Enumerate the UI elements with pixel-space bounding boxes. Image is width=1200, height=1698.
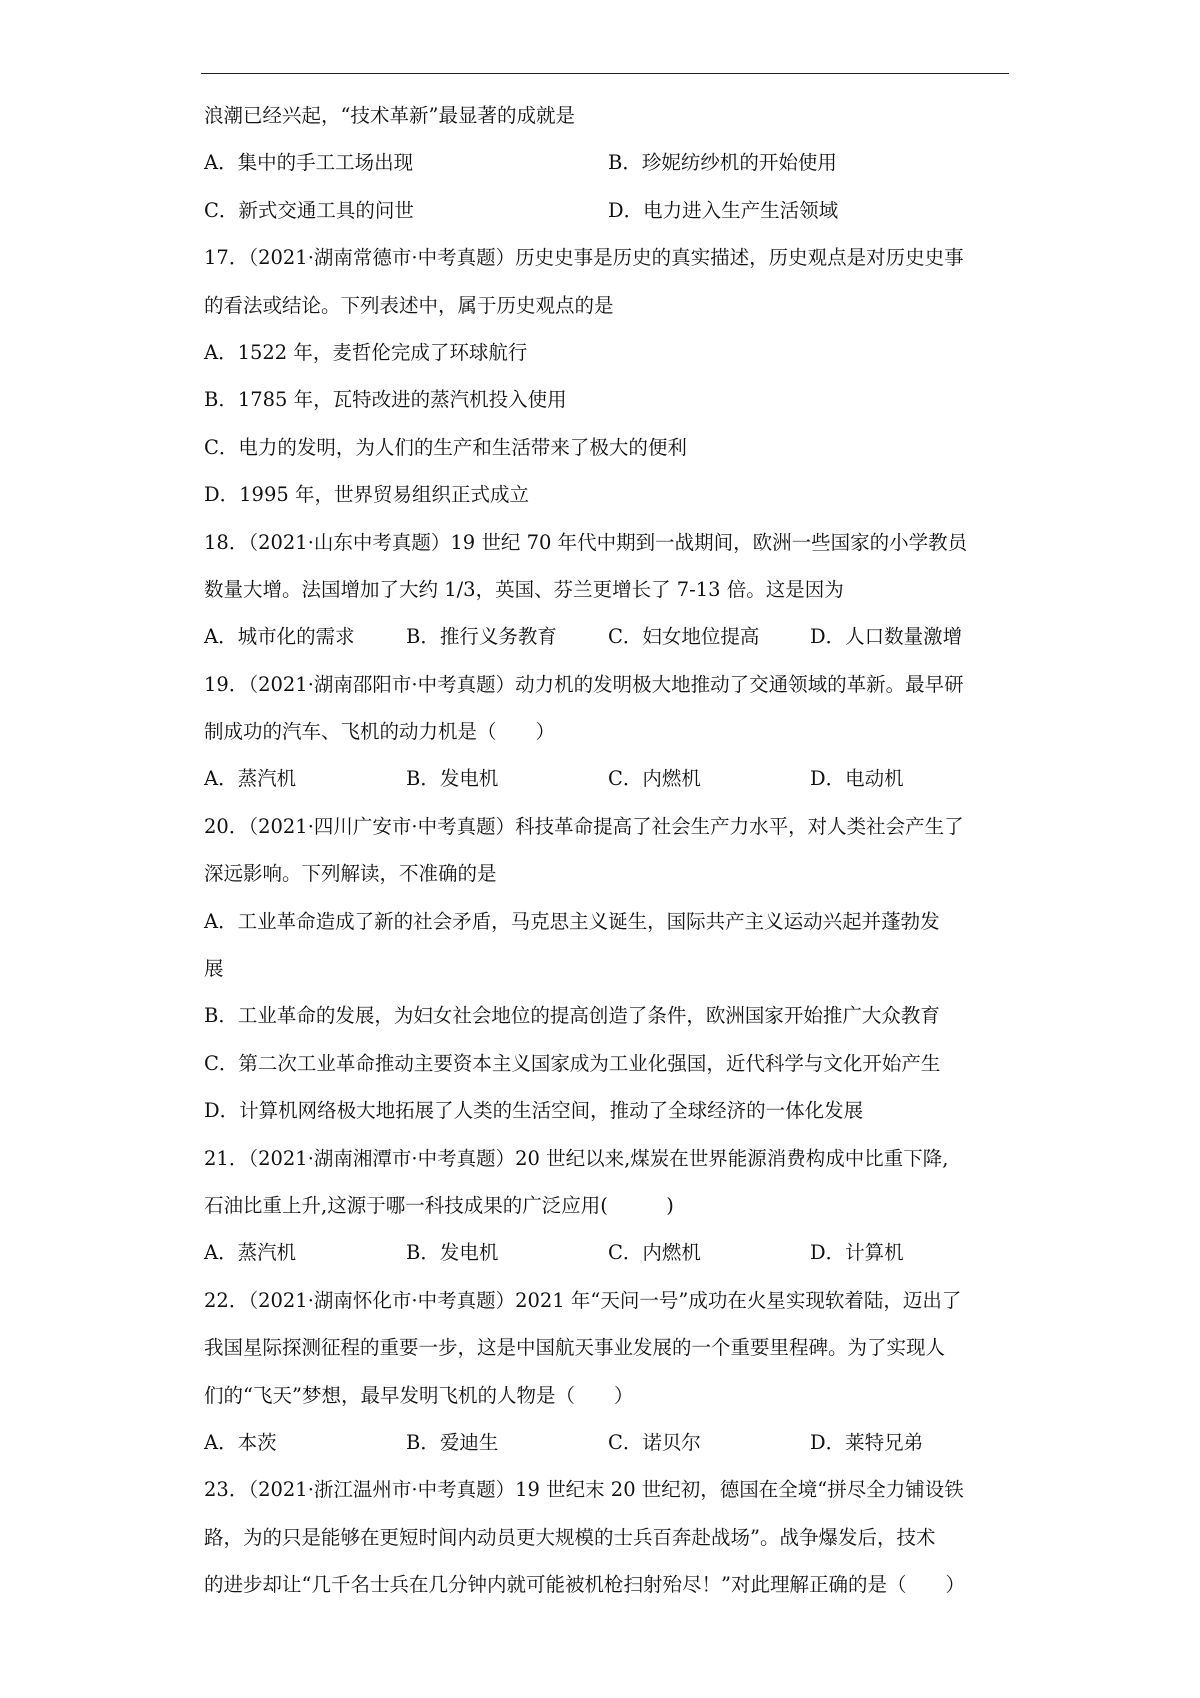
q17-option-a: A．1522 年，麦哲伦完成了环球航行 [204,340,528,364]
q22-option-a: A．本茨 [204,1430,277,1454]
q20-option-a: A．工业革命造成了新的社会矛盾，马克思主义诞生，国际共产主义运动兴起并蓬勃发 [204,909,940,933]
header-rule [201,73,1009,74]
q18-stem-line-2: 数量大增。法国增加了大约 1/3，英国、芬兰更增长了 7-13 倍。这是因为 [204,577,844,601]
q16-option-c: C．新式交通工具的问世 [204,198,414,222]
q17-stem-line-2: 的看法或结论。下列表述中，属于历史观点的是 [204,293,614,317]
q18-option-a: A．城市化的需求 [204,625,355,649]
q16-options-row-2 [204,187,1012,234]
q20-stem-line-1: 20．（2021·四川广安市·中考真题）科技革命提高了社会生产力水平，对人类社会产生了 [204,814,964,838]
q21-option-b: B．发电机 [406,1241,499,1265]
q16-option-a: A．集中的手工工场出现 [204,151,414,175]
q18-option-c: C．妇女地位提高 [608,625,760,649]
q20-option-a-cont: 展 [204,957,224,981]
q20-option-d: D．计算机网络极大地拓展了人类的生活空间，推动了全球经济的一体化发展 [204,1099,864,1123]
q18-option-d: D．人口数量激增 [810,625,963,649]
q22-stem-line-1: 22．（2021·湖南怀化市·中考真题）2021 年“天问一号”成功在火星实现软着陆，迈出了 [204,1288,962,1312]
q23-stem-line-2: 路，为的只是能够在更短时间内动员更大规模的士兵百奔赴战场”。战争爆发后，技术 [204,1525,936,1549]
q22-stem-line-2: 我国星际探测征程的重要一步，这是中国航天事业发展的一个重要里程碑。为了实现人 [204,1336,946,1360]
q17-option-c: C．电力的发明，为人们的生产和生活带来了极大的便利 [204,435,687,459]
q17-option-d: D．1995 年，世界贸易组织正式成立 [204,483,529,507]
q19-stem-line-1: 19．（2021·湖南邵阳市·中考真题）动力机的发明极大地推动了交通领域的革新。最早研 [204,672,964,696]
q20-stem-line-2: 深远影响。下列解读，不准确的是 [204,862,497,886]
q19-option-a: A．蒸汽机 [204,767,297,791]
q16-option-b: B．珍妮纺纱机的开始使用 [608,151,837,175]
q19-option-b: B．发电机 [406,767,499,791]
q20-option-b: B．工业革命的发展，为妇女社会地位的提高创造了条件，欧洲国家开始推广大众教育 [204,1004,940,1028]
q21-option-a: A．蒸汽机 [204,1241,297,1265]
question-sheet [204,92,1012,1609]
q21-option-d: D．计算机 [810,1241,904,1265]
q19-option-d: D．电动机 [810,767,904,791]
q19-stem-line-2: 制成功的汽车、飞机的动力机是（ ） [204,720,556,744]
q22-option-c: C．诺贝尔 [608,1430,701,1454]
q17-option-b: B．1785 年，瓦特改进的蒸汽机投入使用 [204,388,567,412]
q18-stem-line-1: 18．（2021·山东中考真题）19 世纪 70 年代中期到一战期间，欧洲一些国家的小学教员 [204,530,968,554]
q21-options-row [204,1229,1012,1276]
q16-option-d: D．电力进入生产生活领域 [608,198,839,222]
q23-stem-line-3: 的进步却让“几千名士兵在几分钟内就可能被机枪扫射殆尽！”对此理解正确的是（ ） [204,1573,965,1597]
q18-options-row [204,613,1012,660]
q22-option-d: D．莱特兄弟 [810,1430,924,1454]
q19-options-row [204,755,1012,802]
q21-option-c: C．内燃机 [608,1241,701,1265]
q22-stem-line-3: 们的“飞天”梦想，最早发明飞机的人物是（ ） [204,1383,634,1407]
q16-stem-tail: 浪潮已经兴起，“技术革新”最显著的成就是 [204,104,575,127]
q22-options-row [204,1419,1012,1466]
q20-option-c: C．第二次工业革命推动主要资本主义国家成为工业化强国，近代科学与文化开始产生 [204,1051,941,1075]
q22-option-b: B．爱迪生 [406,1430,499,1454]
q19-option-c: C．内燃机 [608,767,701,791]
q17-stem-line-1: 17．（2021·湖南常德市·中考真题）历史史事是历史的真实描述，历史观点是对历史史事 [204,246,964,270]
q21-stem-line-2: 石油比重上升,这源于哪一科技成果的广泛应用( ) [204,1193,674,1217]
q18-option-b: B．推行义务教育 [406,625,557,649]
q23-stem-line-1: 23．（2021·浙江温州市·中考真题）19 世纪末 20 世纪初，德国在全境“拼尽全力铺设铁 [204,1478,964,1502]
q16-options-row-1 [204,139,1012,186]
q21-stem-line-1: 21．（2021·湖南湘潭市·中考真题）20 世纪以来,煤炭在世界能源消费构成中比重下降, [204,1146,949,1170]
